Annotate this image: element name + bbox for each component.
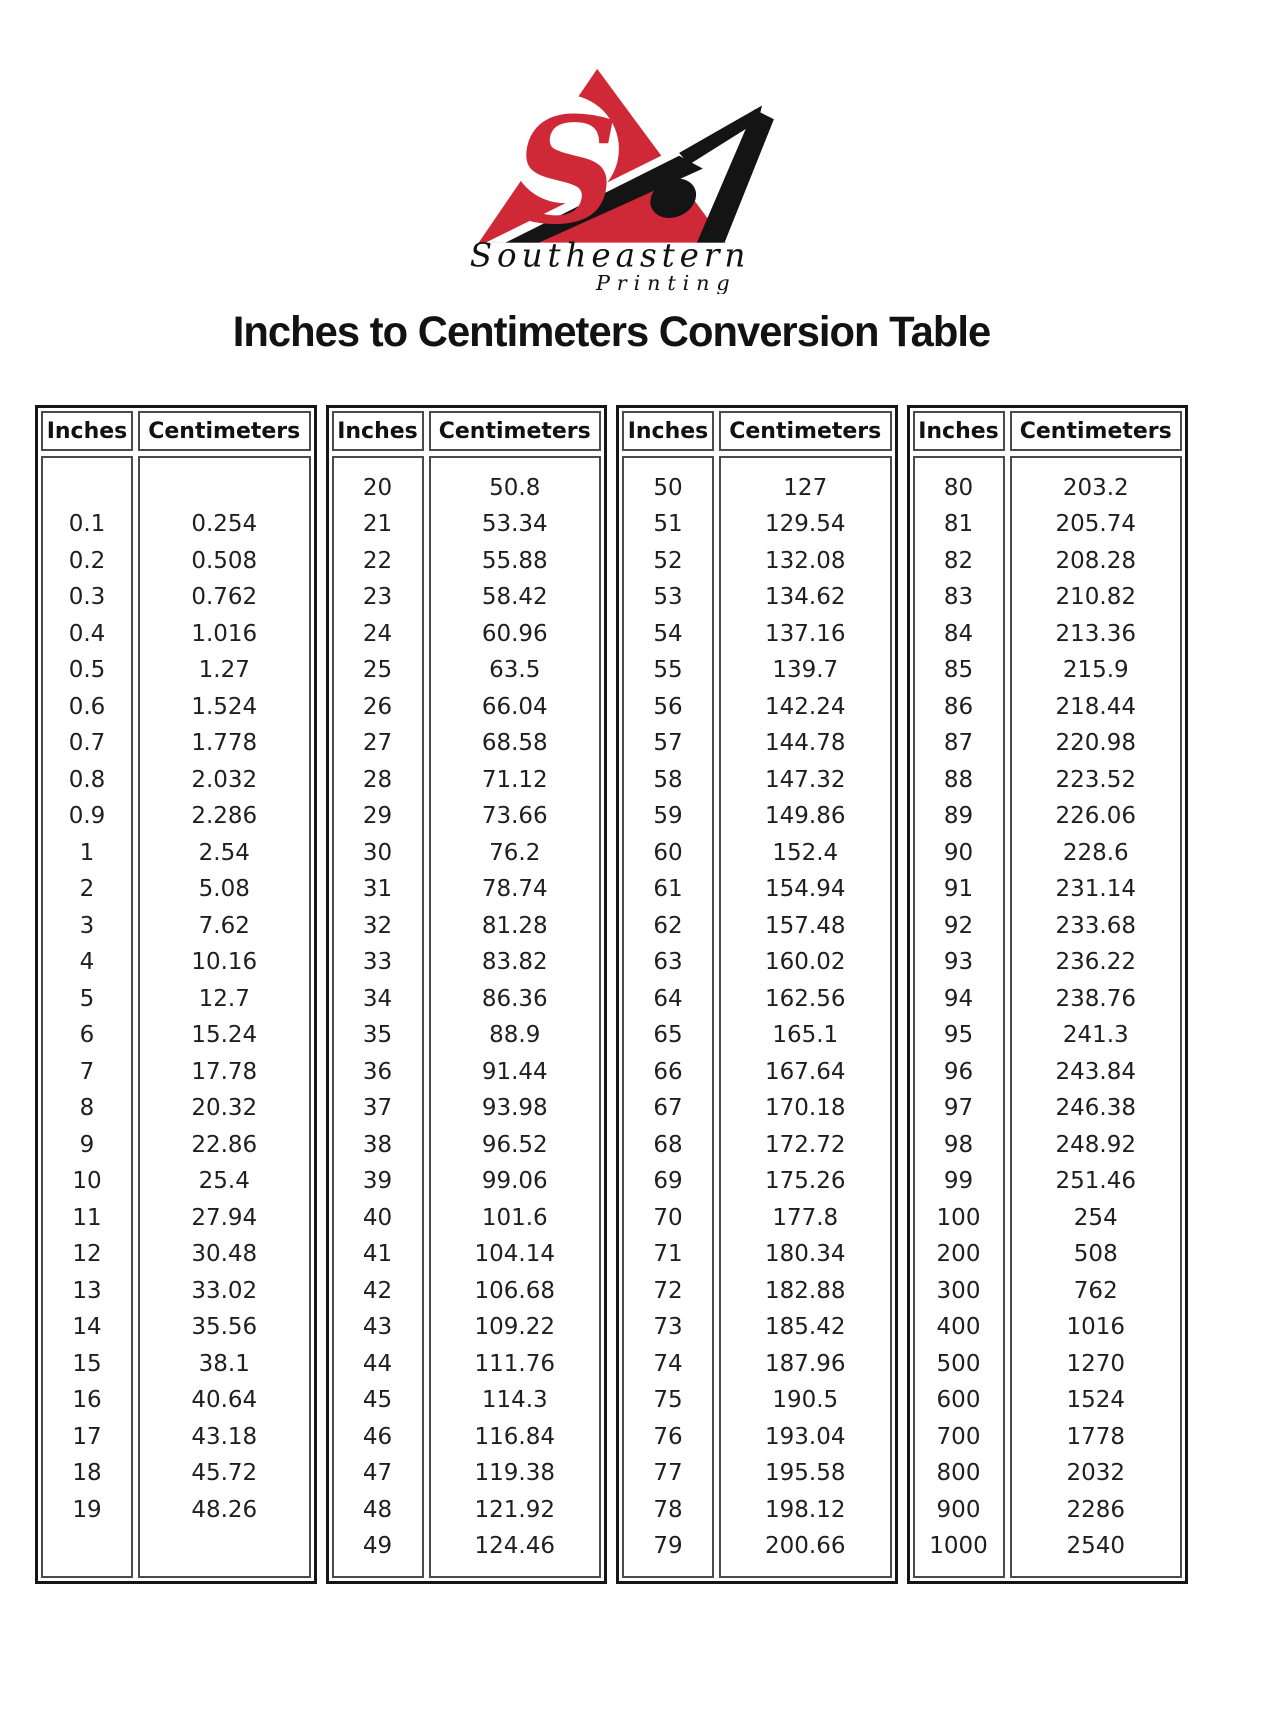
centimeters-value: 2.54 xyxy=(198,839,250,866)
centimeters-value: 71.12 xyxy=(481,766,548,793)
inches-column xyxy=(41,456,133,1578)
inches-header: Inches xyxy=(622,411,714,451)
centimeters-value: 167.64 xyxy=(765,1058,846,1085)
centimeters-value: 254 xyxy=(1073,1204,1118,1231)
centimeters-value: 63.5 xyxy=(489,657,541,684)
inches-value: 39 xyxy=(362,1168,393,1195)
centimeters-value: 73.66 xyxy=(481,803,548,830)
inches-value: 51 xyxy=(653,511,683,538)
page-title: Inches to Centimeters Conversion Table xyxy=(232,308,991,356)
inches-value: 88 xyxy=(943,766,974,793)
centimeters-value: 172.72 xyxy=(765,1131,846,1158)
inches-value: 70 xyxy=(653,1204,683,1231)
centimeters-value: 134.62 xyxy=(765,584,846,611)
centimeters-value: 205.74 xyxy=(1055,511,1136,538)
inches-value: 98 xyxy=(943,1131,974,1158)
centimeters-value: 233.68 xyxy=(1055,912,1136,939)
centimeters-value: 124.46 xyxy=(474,1533,555,1560)
centimeters-value: 185.42 xyxy=(765,1314,846,1341)
centimeters-value: 243.84 xyxy=(1055,1058,1136,1085)
inches-value: 71 xyxy=(653,1241,683,1268)
inches-value: 1000 xyxy=(929,1533,988,1560)
centimeters-value: 762 xyxy=(1073,1277,1118,1304)
inches-value: 700 xyxy=(936,1423,981,1450)
centimeters-value: 1270 xyxy=(1066,1350,1126,1377)
conversion-table-4 xyxy=(907,405,1189,1584)
centimeters-header: Centimeters xyxy=(429,411,602,451)
inches-value: 17 xyxy=(72,1423,102,1450)
inches-value: 14 xyxy=(72,1314,102,1341)
inches-value: 400 xyxy=(936,1314,981,1341)
centimeters-header: Centimeters xyxy=(719,411,892,451)
centimeters-value: 1016 xyxy=(1066,1314,1126,1341)
centimeters-value: 76.2 xyxy=(489,839,541,866)
inches-value: 37 xyxy=(362,1095,393,1122)
inches-value: 54 xyxy=(653,620,683,647)
centimeters-value: 121.92 xyxy=(474,1496,555,1523)
inches-value: 33 xyxy=(362,949,393,976)
inches-value: 97 xyxy=(943,1095,974,1122)
centimeters-value: 0.508 xyxy=(191,547,258,574)
centimeters-value: 15.24 xyxy=(191,1022,258,1049)
inches-value: 10 xyxy=(72,1168,102,1195)
inches-value: 12 xyxy=(72,1241,102,1268)
inches-value: 90 xyxy=(943,839,974,866)
inches-value: 95 xyxy=(943,1022,974,1049)
inches-value: 93 xyxy=(943,949,974,976)
centimeters-value: 180.34 xyxy=(765,1241,846,1268)
centimeters-value: 43.18 xyxy=(191,1423,258,1450)
inches-column xyxy=(913,456,1005,1578)
logo-graphic xyxy=(442,62,782,294)
inches-value: 74 xyxy=(653,1350,683,1377)
centimeters-value: 508 xyxy=(1073,1241,1118,1268)
centimeters-value: 1.524 xyxy=(191,693,258,720)
inches-value: 49 xyxy=(362,1533,393,1560)
inches-value: 76 xyxy=(653,1423,683,1450)
inches-value: 35 xyxy=(362,1022,393,1049)
inches-value: 85 xyxy=(943,657,974,684)
centimeters-value: 88.9 xyxy=(489,1022,541,1049)
inches-value: 81 xyxy=(943,511,974,538)
inches-value: 79 xyxy=(653,1533,683,1560)
inches-value: 45 xyxy=(362,1387,393,1414)
inches-value: 55 xyxy=(653,657,683,684)
inches-value: 13 xyxy=(72,1277,102,1304)
centimeters-value: 35.56 xyxy=(191,1314,258,1341)
conversion-table-1 xyxy=(35,405,317,1584)
inches-value: 3 xyxy=(79,912,95,939)
centimeters-value: 30.48 xyxy=(191,1241,258,1268)
centimeters-value: 160.02 xyxy=(765,949,846,976)
inches-value: 63 xyxy=(653,949,683,976)
inches-value: 0.9 xyxy=(68,803,106,830)
centimeters-value: 33.02 xyxy=(191,1277,258,1304)
centimeters-value: 213.36 xyxy=(1055,620,1136,647)
centimeters-value: 22.86 xyxy=(191,1131,258,1158)
inches-value: 500 xyxy=(936,1350,981,1377)
centimeters-value: 175.26 xyxy=(765,1168,846,1195)
centimeters-value: 223.52 xyxy=(1055,766,1136,793)
inches-value: 46 xyxy=(362,1423,393,1450)
centimeters-value: 0.254 xyxy=(191,511,258,538)
inches-value: 600 xyxy=(936,1387,981,1414)
inches-value: 60 xyxy=(653,839,683,866)
centimeters-value: 17.78 xyxy=(191,1058,258,1085)
inches-value: 0.4 xyxy=(68,620,106,647)
centimeters-value: 99.06 xyxy=(481,1168,548,1195)
centimeters-value: 111.76 xyxy=(474,1350,555,1377)
inches-value: 40 xyxy=(362,1204,393,1231)
centimeters-value: 231.14 xyxy=(1055,876,1136,903)
inches-value: 0.7 xyxy=(68,730,106,757)
inches-value: 0.5 xyxy=(68,657,106,684)
centimeters-value: 182.88 xyxy=(765,1277,846,1304)
inches-value: 200 xyxy=(936,1241,981,1268)
inches-value: 42 xyxy=(362,1277,393,1304)
inches-value: 25 xyxy=(362,657,393,684)
inches-value: 59 xyxy=(653,803,683,830)
centimeters-value: 193.04 xyxy=(765,1423,846,1450)
inches-value: 0.2 xyxy=(68,547,106,574)
centimeters-value: 162.56 xyxy=(765,985,846,1012)
inches-value: 26 xyxy=(362,693,393,720)
centimeters-value: 200.66 xyxy=(765,1533,846,1560)
centimeters-value: 116.84 xyxy=(474,1423,555,1450)
centimeters-value: 2.032 xyxy=(191,766,258,793)
centimeters-column xyxy=(429,456,602,1578)
inches-column xyxy=(622,456,714,1578)
inches-value: 50 xyxy=(653,474,683,501)
centimeters-value: 1778 xyxy=(1066,1423,1126,1450)
inches-value: 86 xyxy=(943,693,974,720)
centimeters-value: 50.8 xyxy=(489,474,541,501)
inches-value: 65 xyxy=(653,1022,683,1049)
inches-value: 6 xyxy=(79,1022,95,1049)
inches-value: 78 xyxy=(653,1496,683,1523)
centimeters-value: 25.4 xyxy=(198,1168,250,1195)
document-page xyxy=(0,62,1275,1712)
inches-value: 48 xyxy=(362,1496,393,1523)
inches-value: 77 xyxy=(653,1460,683,1487)
inches-column xyxy=(332,456,424,1578)
centimeters-value: 5.08 xyxy=(198,876,250,903)
centimeters-value: 129.54 xyxy=(765,511,846,538)
centimeters-value: 101.6 xyxy=(481,1204,548,1231)
inches-value: 53 xyxy=(653,584,683,611)
inches-value: 23 xyxy=(362,584,393,611)
centimeters-value: 236.22 xyxy=(1055,949,1136,976)
inches-value: 5 xyxy=(79,985,95,1012)
inches-value: 82 xyxy=(943,547,974,574)
logo-division-name: Printing xyxy=(595,271,737,294)
inches-value: 75 xyxy=(653,1387,683,1414)
centimeters-value: 248.92 xyxy=(1055,1131,1136,1158)
inches-value: 0.1 xyxy=(68,511,106,538)
centimeters-value: 198.12 xyxy=(765,1496,846,1523)
inches-value: 67 xyxy=(653,1095,683,1122)
centimeters-value: 187.96 xyxy=(765,1350,846,1377)
inches-header: Inches xyxy=(332,411,424,451)
inches-value: 16 xyxy=(72,1387,102,1414)
inches-value: 34 xyxy=(362,985,393,1012)
centimeters-value: 0.762 xyxy=(191,584,258,611)
inches-value: 0.3 xyxy=(68,584,106,611)
centimeters-value: 1.778 xyxy=(191,730,258,757)
centimeters-value: 147.32 xyxy=(765,766,846,793)
inches-value: 66 xyxy=(653,1058,683,1085)
centimeters-value: 68.58 xyxy=(481,730,548,757)
inches-value: 87 xyxy=(943,730,974,757)
centimeters-value: 12.7 xyxy=(198,985,250,1012)
inches-value: 84 xyxy=(943,620,974,647)
inches-value: 68 xyxy=(653,1131,683,1158)
centimeters-value: 55.88 xyxy=(481,547,548,574)
inches-value: 99 xyxy=(943,1168,974,1195)
inches-value: 72 xyxy=(653,1277,683,1304)
centimeters-value: 20.32 xyxy=(191,1095,258,1122)
centimeters-value: 109.22 xyxy=(474,1314,555,1341)
inches-value: 300 xyxy=(936,1277,981,1304)
logo-company-name: Southeastern xyxy=(469,236,750,275)
inches-value: 61 xyxy=(653,876,683,903)
inches-value: 58 xyxy=(653,766,683,793)
page-content xyxy=(35,62,1188,1584)
centimeters-value: 170.18 xyxy=(765,1095,846,1122)
centimeters-value: 114.3 xyxy=(481,1387,548,1414)
centimeters-value: 220.98 xyxy=(1055,730,1136,757)
inches-header: Inches xyxy=(913,411,1005,451)
centimeters-value: 142.24 xyxy=(765,693,846,720)
inches-value: 83 xyxy=(943,584,974,611)
centimeters-value: 40.64 xyxy=(191,1387,258,1414)
centimeters-value: 38.1 xyxy=(198,1350,250,1377)
centimeters-value: 2032 xyxy=(1066,1460,1126,1487)
centimeters-value: 246.38 xyxy=(1055,1095,1136,1122)
inches-value: 64 xyxy=(653,985,683,1012)
centimeters-value: 1524 xyxy=(1066,1387,1126,1414)
centimeters-value: 218.44 xyxy=(1055,693,1136,720)
centimeters-value: 241.3 xyxy=(1062,1022,1129,1049)
centimeters-column xyxy=(138,456,311,1578)
centimeters-value: 226.06 xyxy=(1055,803,1136,830)
inches-value: 0.6 xyxy=(68,693,106,720)
inches-value: 9 xyxy=(79,1131,95,1158)
inches-value: 0.8 xyxy=(68,766,106,793)
inches-value: 100 xyxy=(936,1204,981,1231)
inches-value: 73 xyxy=(653,1314,683,1341)
centimeters-value: 195.58 xyxy=(765,1460,846,1487)
centimeters-value: 7.62 xyxy=(198,912,250,939)
inches-value: 44 xyxy=(362,1350,393,1377)
centimeters-value: 228.6 xyxy=(1062,839,1129,866)
centimeters-value: 104.14 xyxy=(474,1241,555,1268)
centimeters-value: 119.38 xyxy=(474,1460,555,1487)
centimeters-value: 165.1 xyxy=(772,1022,839,1049)
centimeters-value: 154.94 xyxy=(765,876,846,903)
centimeters-header: Centimeters xyxy=(1010,411,1183,451)
centimeters-value: 190.5 xyxy=(772,1387,839,1414)
inches-value: 22 xyxy=(362,547,393,574)
inches-value: 92 xyxy=(943,912,974,939)
centimeters-value: 127 xyxy=(783,474,828,501)
inches-value: 69 xyxy=(653,1168,683,1195)
inches-value: 800 xyxy=(936,1460,981,1487)
centimeters-value: 137.16 xyxy=(765,620,846,647)
centimeters-value: 48.26 xyxy=(191,1496,258,1523)
inches-value: 29 xyxy=(362,803,393,830)
inches-value: 21 xyxy=(362,511,393,538)
inches-value: 32 xyxy=(362,912,393,939)
inches-value: 2 xyxy=(79,876,95,903)
conversion-table-2 xyxy=(326,405,608,1584)
inches-value: 94 xyxy=(943,985,974,1012)
centimeters-value: 83.82 xyxy=(481,949,548,976)
conversion-tables xyxy=(35,405,1188,1584)
centimeters-value: 78.74 xyxy=(481,876,548,903)
centimeters-value: 2286 xyxy=(1066,1496,1126,1523)
inches-value: 57 xyxy=(653,730,683,757)
inches-value: 24 xyxy=(362,620,393,647)
centimeters-value: 2540 xyxy=(1066,1533,1126,1560)
inches-value: 56 xyxy=(653,693,683,720)
centimeters-value: 1.27 xyxy=(198,657,250,684)
inches-value: 19 xyxy=(72,1496,102,1523)
centimeters-value: 203.2 xyxy=(1062,474,1129,501)
inches-value: 900 xyxy=(936,1496,981,1523)
inches-value: 47 xyxy=(362,1460,393,1487)
centimeters-value: 86.36 xyxy=(481,985,548,1012)
inches-value: 89 xyxy=(943,803,974,830)
inches-value: 36 xyxy=(362,1058,393,1085)
centimeters-value: 66.04 xyxy=(481,693,548,720)
inches-value: 31 xyxy=(362,876,393,903)
centimeters-value: 96.52 xyxy=(481,1131,548,1158)
inches-value: 4 xyxy=(79,949,95,976)
inches-value: 28 xyxy=(362,766,393,793)
centimeters-value: 106.68 xyxy=(474,1277,555,1304)
centimeters-value: 210.82 xyxy=(1055,584,1136,611)
centimeters-value: 251.46 xyxy=(1055,1168,1136,1195)
inches-value: 1 xyxy=(79,839,95,866)
centimeters-header: Centimeters xyxy=(138,411,311,451)
inches-value: 11 xyxy=(72,1204,102,1231)
centimeters-value: 2.286 xyxy=(191,803,258,830)
centimeters-value: 81.28 xyxy=(481,912,548,939)
inches-value: 18 xyxy=(72,1460,102,1487)
centimeters-value: 149.86 xyxy=(765,803,846,830)
inches-value: 43 xyxy=(362,1314,393,1341)
inches-value: 15 xyxy=(72,1350,102,1377)
conversion-table-3 xyxy=(616,405,898,1584)
company-logo xyxy=(442,62,782,294)
inches-header: Inches xyxy=(41,411,133,451)
centimeters-value: 215.9 xyxy=(1062,657,1129,684)
centimeters-value: 93.98 xyxy=(481,1095,548,1122)
centimeters-value: 91.44 xyxy=(481,1058,548,1085)
inches-value: 8 xyxy=(79,1095,95,1122)
centimeters-value: 58.42 xyxy=(481,584,548,611)
inches-value: 80 xyxy=(943,474,974,501)
inches-value: 52 xyxy=(653,547,683,574)
inches-value: 27 xyxy=(362,730,393,757)
centimeters-value: 152.4 xyxy=(772,839,839,866)
inches-value: 7 xyxy=(79,1058,95,1085)
centimeters-value: 1.016 xyxy=(191,620,258,647)
centimeters-value: 157.48 xyxy=(765,912,846,939)
centimeters-value: 10.16 xyxy=(191,949,258,976)
inches-value: 38 xyxy=(362,1131,393,1158)
centimeters-column xyxy=(1010,456,1183,1578)
centimeters-value: 139.7 xyxy=(772,657,839,684)
centimeters-value: 132.08 xyxy=(765,547,846,574)
centimeters-value: 45.72 xyxy=(191,1460,258,1487)
centimeters-value: 208.28 xyxy=(1055,547,1136,574)
inches-value: 20 xyxy=(362,474,393,501)
centimeters-column xyxy=(719,456,892,1578)
inches-value: 30 xyxy=(362,839,393,866)
centimeters-value: 53.34 xyxy=(481,511,548,538)
inches-value: 41 xyxy=(362,1241,393,1268)
centimeters-value: 177.8 xyxy=(772,1204,839,1231)
centimeters-value: 144.78 xyxy=(765,730,846,757)
inches-value: 96 xyxy=(943,1058,974,1085)
inches-value: 91 xyxy=(943,876,974,903)
inches-value: 62 xyxy=(653,912,683,939)
logo-monogram: S xyxy=(512,85,619,257)
centimeters-value: 60.96 xyxy=(481,620,548,647)
centimeters-value: 27.94 xyxy=(191,1204,258,1231)
centimeters-value: 238.76 xyxy=(1055,985,1136,1012)
